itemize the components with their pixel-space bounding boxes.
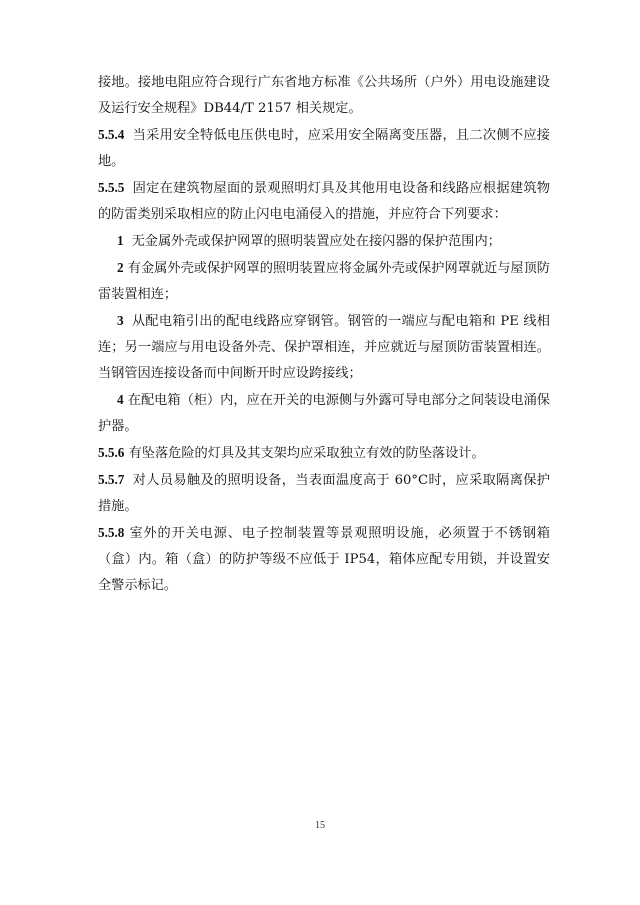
clause-5-5-8 [98, 520, 550, 599]
list-item-text: 在配电箱（柜）内，应在开关的电源侧与外露可导电部分之间装设电涌保护器。 [98, 393, 550, 434]
clause-text: 固定在建筑物屋面的景观照明灯具及其他用电设备和线路应根据建筑物的防雷类别采取相应的防止闪电电涌侵入的措施，并应符合下列要求： [98, 181, 550, 222]
list-item-text: 有金属外壳或保护网罩的照明装置应将金属外壳或保护网罩就近与屋顶防雷装置相连； [98, 261, 550, 302]
document-body [98, 70, 550, 599]
paragraph-text: 接地。接地电阻应符合现行广东省地方标准《公共场所（户外）用电设施建设及运行安全规程》DB44/T 2157 相关规定。 [98, 75, 550, 116]
page-number: 15 [315, 820, 325, 831]
list-item-3 [98, 308, 550, 387]
clause-text: 对人员易触及的照明设备，当表面温度高于 60°C时，应采取隔离保护措施。 [98, 473, 550, 514]
clause-number: 5.5.8 [98, 525, 125, 540]
clause-text: 有坠落危险的灯具及其支架均应采取独立有效的防坠落设计。 [128, 446, 485, 461]
clause-5-5-6 [98, 440, 550, 467]
clause-text: 当采用安全特低电压供电时，应采用安全隔离变压器，且二次侧不应接地。 [98, 128, 550, 169]
list-item-number: 2 [117, 260, 124, 275]
list-item-number: 4 [117, 392, 124, 407]
list-item-2 [98, 255, 550, 308]
clause-number: 5.5.6 [98, 445, 125, 460]
list-item-1 [98, 228, 550, 255]
list-item-number: 3 [117, 313, 124, 328]
clause-5-5-4 [98, 122, 550, 175]
list-item-text: 无金属外壳或保护网罩的照明装置应处在接闪器的保护范围内； [131, 234, 501, 249]
list-item-4 [98, 387, 550, 440]
clause-number: 5.5.7 [98, 472, 125, 487]
clause-number: 5.5.5 [98, 180, 125, 195]
clause-5-5-5 [98, 175, 550, 228]
list-item-text: 从配电箱引出的配电线路应穿钢管。钢管的一端应与配电箱和 PE 线相连；另一端应与用电设备外壳、保护罩相连，并应就近与屋顶防雷装置相连。当钢管因连接设备而中间断开时应设跨接线； [98, 314, 550, 381]
clause-text: 室外的开关电源、电子控制装置等景观照明设施，必须置于不锈钢箱（盒）内。箱（盒）的防护等级不应低于 IP54，箱体应配专用锁，并设置安全警示标记。 [98, 526, 550, 593]
list-item-number: 1 [117, 233, 124, 248]
clause-5-5-7 [98, 467, 550, 520]
clause-number: 5.5.4 [98, 127, 125, 142]
paragraph-continuation [98, 70, 550, 122]
